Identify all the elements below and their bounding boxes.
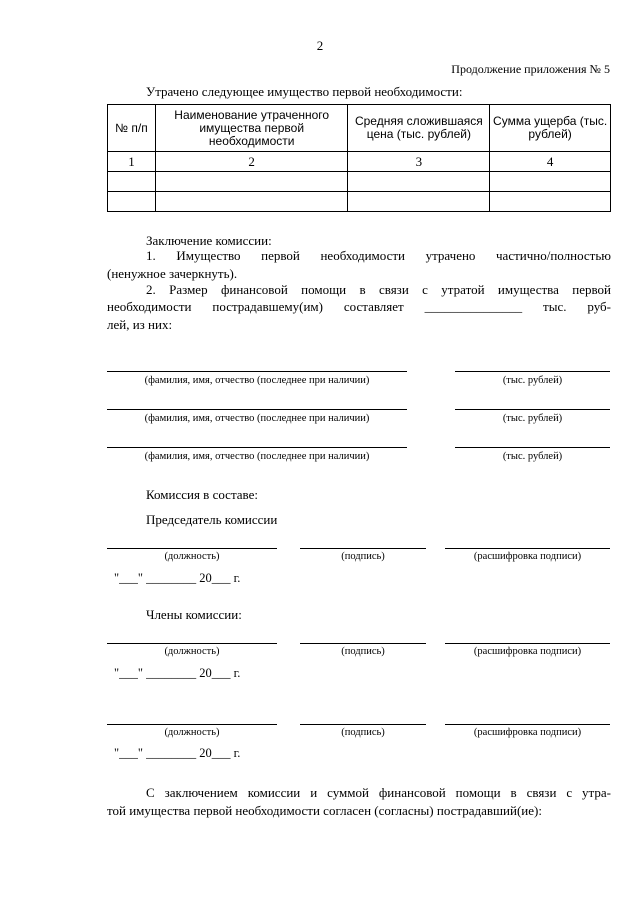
agreement-line1: С заключением комиссии и суммой финансовой помощи в связи с утра-	[146, 785, 611, 800]
recipient-amount-line	[455, 447, 610, 448]
recipient-name-line	[107, 409, 407, 410]
page-number: 2	[316, 38, 324, 53]
position-caption: (должность)	[164, 551, 220, 562]
decoding-line	[445, 724, 610, 725]
date-line: "___" ________ 20___ г.	[114, 746, 241, 760]
recipient-name-line	[107, 371, 407, 372]
recipient-amount-caption: (тыс. рублей)	[502, 413, 563, 424]
position-caption: (должность)	[164, 646, 220, 657]
table-header-average-price: Средняя сложившаяся цена (тыс. рублей)	[348, 105, 490, 152]
signature-caption: (подпись)	[341, 551, 385, 562]
table-row	[108, 172, 611, 192]
decoding-line	[445, 548, 610, 549]
recipient-amount-line	[455, 371, 610, 372]
signature-line	[300, 724, 426, 725]
recipient-amount-caption: (тыс. рублей)	[502, 375, 563, 386]
signature-caption: (подпись)	[341, 727, 385, 738]
table-cell: 2	[155, 152, 348, 172]
position-line	[107, 724, 277, 725]
intro-text: Утрачено следующее имущество первой необходимости:	[146, 84, 463, 99]
position-line	[107, 548, 277, 549]
position-line	[107, 643, 277, 644]
date-line: "___" ________ 20___ г.	[114, 666, 241, 680]
conclusion-item2-line1: 2. Размер финансовой помощи в связи с утратой имущества первой	[146, 282, 611, 297]
appendix-note: Продолжение приложения № 5	[451, 62, 610, 76]
recipient-name-caption: (фамилия, имя, отчество (последнее при наличии)	[144, 375, 370, 386]
decoding-line	[445, 643, 610, 644]
table-header-property-name: Наименование утраченного имущества первой необходимости	[155, 105, 348, 152]
conclusion-item1-line2: (ненужное зачеркнуть).	[107, 266, 238, 281]
recipient-amount-line	[455, 409, 610, 410]
recipient-name-caption: (фамилия, имя, отчество (последнее при наличии)	[144, 451, 370, 462]
agreement-line2: той имущества первой необходимости согласен (согласны) пострадавший(ие):	[107, 803, 542, 818]
recipient-amount-caption: (тыс. рублей)	[502, 451, 563, 462]
conclusion-item1-line1: 1. Имущество первой необходимости утрачено частично/полностью	[146, 248, 611, 263]
commission-composition: Комиссия в составе:	[146, 487, 258, 502]
table-header-number: № п/п	[108, 105, 156, 152]
recipient-name-caption: (фамилия, имя, отчество (последнее при наличии)	[144, 413, 370, 424]
table-header-damage-sum: Сумма ущерба (тыс. рублей)	[490, 105, 611, 152]
table-header-row	[108, 105, 611, 152]
commission-members: Члены комиссии:	[146, 607, 242, 622]
position-caption: (должность)	[164, 727, 220, 738]
signature-line	[300, 643, 426, 644]
table-cell: 3	[348, 152, 490, 172]
recipient-name-line	[107, 447, 407, 448]
conclusion-item2-line3: лей, из них:	[107, 317, 173, 332]
conclusion-title: Заключение комиссии:	[146, 233, 272, 248]
date-line: "___" ________ 20___ г.	[114, 571, 241, 585]
decoding-caption: (расшифровка подписи)	[473, 646, 582, 657]
signature-line	[300, 548, 426, 549]
table-cell: 4	[490, 152, 611, 172]
table-numbering-row	[108, 152, 611, 172]
conclusion-item2-line2: необходимости пострадавшему(им) составляет _______________ тыс. руб-	[107, 299, 611, 314]
table-cell: 1	[108, 152, 156, 172]
commission-chairman: Председатель комиссии	[146, 512, 278, 527]
table-row	[108, 192, 611, 212]
decoding-caption: (расшифровка подписи)	[473, 727, 582, 738]
signature-caption: (подпись)	[341, 646, 385, 657]
decoding-caption: (расшифровка подписи)	[473, 551, 582, 562]
lost-property-table	[107, 104, 611, 212]
